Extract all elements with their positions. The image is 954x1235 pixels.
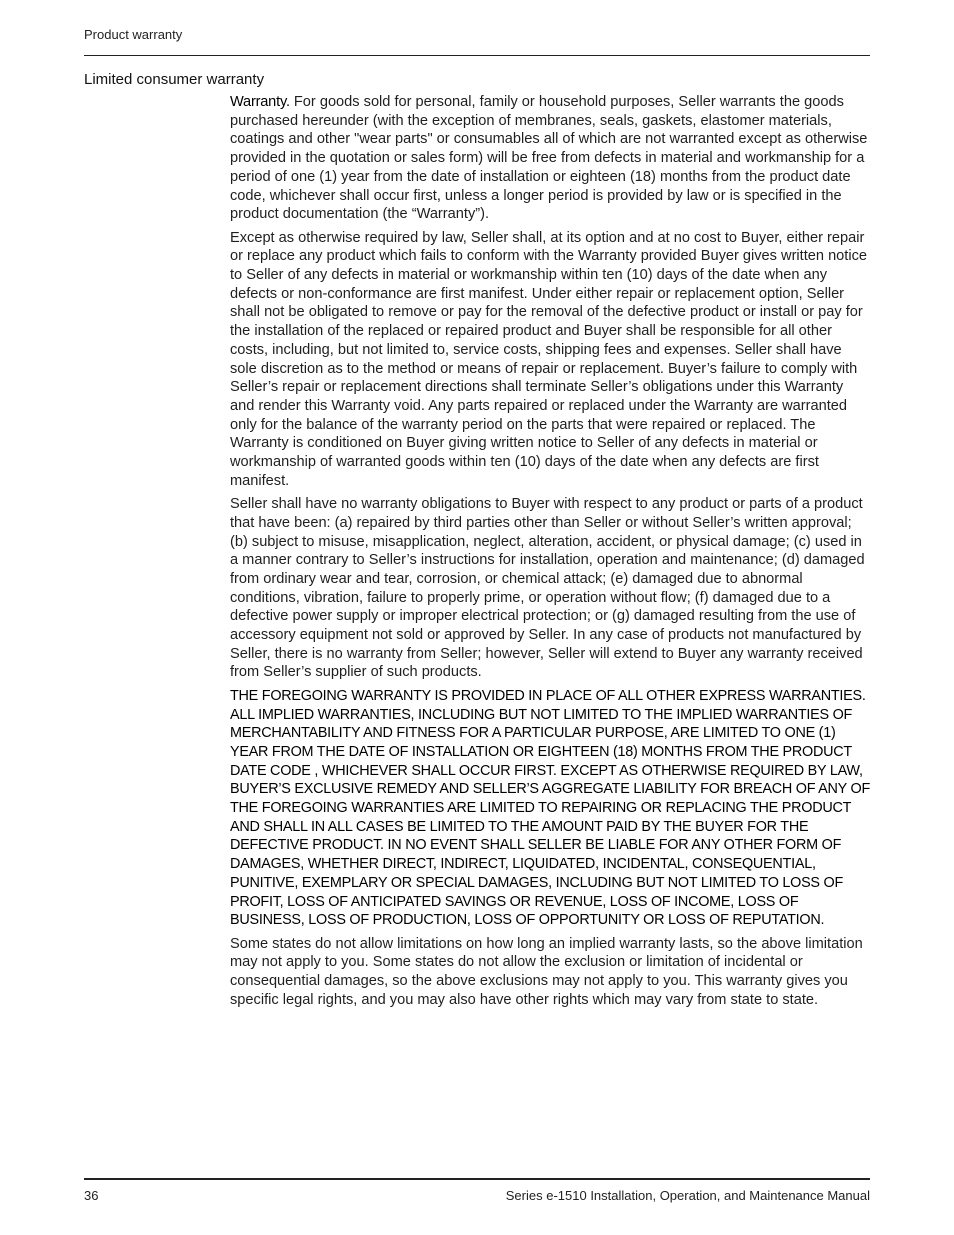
page-number: 36 [84,1188,99,1203]
footer-divider [84,1178,870,1180]
paragraph-warranty-text: For goods sold for personal, family or household purposes, Seller warrants the goods purchased hereunder (with the exception of membranes, seals, gaskets, elastomer materials, coatings and other "wear parts" or consumables all of which are not warranted except as otherwise provided in the quotation or sales form) will be free from defects in material and workmanship for a period of one (1) year from the date of installation or eighteen (18) months from the product date code, whichever shall occur first, unless a longer period is provided by law or is specified in the product documentation (the “Warranty”). [230,94,868,223]
paragraph-repair-replace: Except as otherwise required by law, Seller shall, at its option and at no cost to Buyer, either repair or replace any product which fails to conform with the Warranty provided Buyer gives written notice to Seller of any defects in material or workmanship within ten (10) days of the date when any defects or non-conformance are first manifest. Under either repair or replacement option, Seller shall not be obligated to remove or pay for the removal of the defective product or install or pay for the installation of the replaced or repaired product and Buyer shall be responsible for all other costs, including, but not limited to, service costs, shipping fees and expenses. Seller shall have sole discretion as to the method or means of repair or replacement. Buyer’s failure to comply with Seller’s repair or replacement directions shall terminate Seller’s obligations under this Warranty and render this Warranty void. Any parts repaired or replaced under the Warranty are warranted only for the balance of the warranty period on the parts that were repaired or replaced. The Warranty is conditioned on Buyer giving written notice to Seller of any defects in material or workmanship of warranted goods within ten (10) days of the date when any defects are first manifest. [230,229,868,489]
manual-title: Series e-1510 Installation, Operation, and Maintenance Manual [505,1188,870,1203]
run-in-heading: Warranty. [230,94,290,110]
warranty-body [230,93,870,1014]
paragraph-exclusions: Seller shall have no warranty obligations to Buyer with respect to any product or parts of a product that have been: (a) repaired by third parties other than Seller or without Seller’s written approval; (b) subject to misuse, misapplication, neglect, alteration, accident, or physical damage; (c) used in a manner contrary to Seller’s instructions for installation, operation and maintenance; (d) damaged from ordinary wear and tear, corrosion, or chemical attack; (e) damaged due to abnormal conditions, vibration, failure to properly prime, or operation without flow; (f) damaged due to a defective power supply or improper electrical protection; or (g) damaged resulting from the use of accessory equipment not sold or approved by Seller. In any case of products not manufactured by Seller, there is no warranty from Seller; however, Seller will extend to Buyer any warranty received from Seller’s supplier of such products. [230,496,865,681]
section-heading: Limited consumer warranty [84,71,265,88]
header-divider [84,55,870,56]
paragraph-state-rights: Some states do not allow limitations on how long an implied warranty lasts, so the above limitation may not apply to you. Some states do not allow the exclusion or limitation of incidental or consequential damages, so the above exclusions may not apply to you. This warranty gives you specific legal rights, and you may also have other rights which may vary from state to state. [230,935,863,1008]
paragraph-warranty [230,93,870,224]
running-header: Product warranty [84,27,183,42]
paragraph-disclaimer: THE FOREGOING WARRANTY IS PROVIDED IN PLACE OF ALL OTHER EXPRESS WARRANTIES. ALL IMPLIED WARRANTIES, INCLUDING BUT NOT LIMITED TO THE IMPLIED WARRANTIES OF MERCHANTABILITY AND FITNESS FOR A PARTICULAR PURPOSE, ARE LIMITED TO ONE (1) YEAR FROM THE DATE OF INSTALLATION OR EIGHTEEN (18) MONTHS FROM THE PRODUCT DATE CODE , WHICHEVER SHALL OCCUR FIRST. EXCEPT AS OTHERWISE REQUIRED BY LAW, BUYER’S EXCLUSIVE REMEDY AND SELLER’S AGGREGATE LIABILITY FOR BREACH OF ANY OF THE FOREGOING WARRANTIES ARE LIMITED TO REPAIRING OR REPLACING THE PRODUCT AND SHALL IN ALL CASES BE LIMITED TO THE AMOUNT PAID BY THE BUYER FOR THE DEFECTIVE PRODUCT. IN NO EVENT SHALL SELLER BE LIABLE FOR ANY OTHER FORM OF DAMAGES, WHETHER DIRECT, INDIRECT, LIQUIDATED, INCIDENTAL, CONSEQUENTIAL, PUNITIVE, EXEMPLARY OR SPECIAL DAMAGES, INCLUDING BUT NOT LIMITED TO LOSS OF PROFIT, LOSS OF ANTICIPATED SAVINGS OR REVENUE, LOSS OF INCOME, LOSS OF BUSINESS, LOSS OF PRODUCTION, LOSS OF OPPORTUNITY OR LOSS OF REPUTATION. [230,687,870,929]
